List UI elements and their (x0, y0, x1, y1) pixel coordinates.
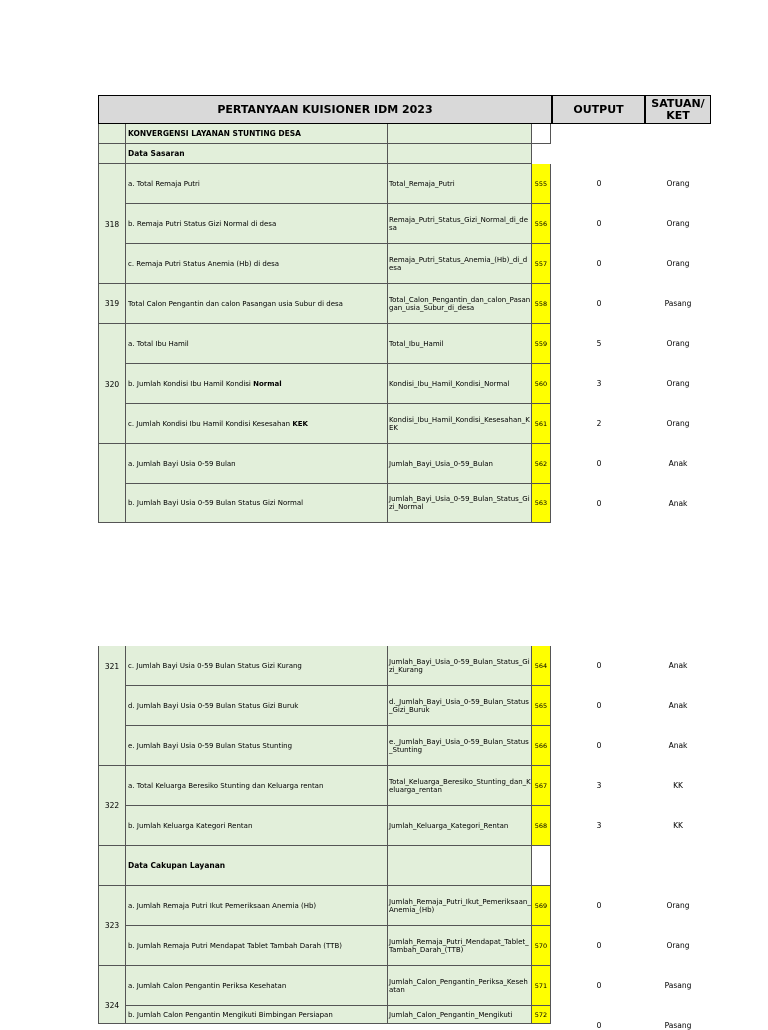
row-number: 318 (98, 204, 126, 244)
row-number: 320 (98, 364, 126, 404)
variable-cell (388, 144, 532, 164)
table-row (98, 444, 551, 484)
row-number (98, 124, 126, 144)
unit-value: Orang (666, 901, 690, 910)
table-row (98, 646, 551, 686)
output-value: 0 (596, 459, 602, 468)
code-cell (532, 124, 551, 144)
variable-cell (388, 846, 532, 886)
header-title: PERTANYAAN KUISIONER IDM 2023 (98, 95, 552, 124)
question-cell: a. Total Remaja Putri (126, 164, 388, 204)
question-cell: c. Remaja Putri Status Anemia (Hb) di desa (126, 244, 388, 284)
question-text: c. Jumlah Kondisi Ibu Hamil Kondisi Kesesahan (128, 419, 293, 428)
code-cell: 568 (532, 806, 551, 846)
code-cell: 567 (532, 766, 551, 806)
table-row (98, 886, 551, 926)
row-number (98, 686, 126, 726)
row-number: 322 (98, 801, 126, 846)
question-cell: a. Total Ibu Hamil (126, 324, 388, 364)
table-row (98, 801, 551, 846)
row-number (98, 886, 126, 926)
header-output: OUTPUT (552, 95, 645, 124)
section-title: KONVERGENSI LAYANAN STUNTING DESA (126, 124, 388, 144)
variable-cell: Jumlah_Calon_Pengantin_Mengikuti (388, 1006, 532, 1024)
output-value: 2 (596, 419, 602, 428)
question-cell: Total Calon Pengantin dan calon Pasangan usia Subur di desa (126, 284, 388, 324)
row-number (98, 324, 126, 364)
question-cell: b. Jumlah Bayi Usia 0-59 Bulan Status Gizi Normal (126, 484, 388, 523)
section-row-konvergensi (98, 124, 551, 144)
code-cell: 558 (532, 284, 551, 324)
unit-value: Anak (668, 701, 688, 710)
question-cell: a. Jumlah Remaja Putri Ikut Pemeriksaan Anemia (Hb) (126, 886, 388, 926)
section-row-cakupan (98, 846, 551, 886)
output-value: 0 (596, 981, 602, 990)
question-cell (126, 364, 388, 404)
row-number: 323 (98, 921, 126, 966)
row-number (98, 846, 126, 886)
question-cell (126, 404, 388, 444)
question-cell: e. Jumlah Bayi Usia 0-59 Bulan Status Stunting (126, 726, 388, 766)
unit-value: Orang (666, 339, 690, 348)
code-cell: 559 (532, 324, 551, 364)
table-header (98, 95, 711, 124)
variable-cell: Jumlah_Remaja_Putri_Ikut_Pemeriksaan_Anemia_(Hb) (388, 886, 532, 926)
variable-cell: e._Jumlah_Bayi_Usia_0-59_Bulan_Status_Stunting (388, 726, 532, 766)
row-number: 319 (98, 284, 126, 324)
code-cell: 557 (532, 244, 551, 284)
unit-value: Orang (666, 219, 690, 228)
row-number (98, 404, 126, 444)
table-row (98, 324, 551, 364)
row-number (98, 966, 126, 1006)
table-row (98, 164, 551, 204)
table-row (98, 404, 551, 444)
variable-cell: Kondisi_Ibu_Hamil_Kondisi_Kesesahan_KEK (388, 404, 532, 444)
output-value: 5 (596, 339, 602, 348)
table-row (98, 364, 551, 404)
question-cell: b. Jumlah Keluarga Kategori Rentan (126, 806, 388, 846)
code-cell: 571 (532, 966, 551, 1006)
variable-cell: Jumlah_Bayi_Usia_0-59_Bulan (388, 444, 532, 484)
section-title: Data Cakupan Layanan (126, 846, 388, 886)
output-value: 3 (596, 821, 602, 830)
output-value: 0 (596, 219, 602, 228)
row-number: 324 (98, 1001, 126, 1024)
variable-cell: Kondisi_Ibu_Hamil_Kondisi_Normal (388, 364, 532, 404)
variable-cell: Total_Keluarga_Beresiko_Stunting_dan_Keluarga_rentan (388, 766, 532, 806)
variable-cell: Jumlah_Calon_Pengantin_Periksa_Kesehatan (388, 966, 532, 1006)
output-value: 0 (596, 499, 602, 508)
row-number (98, 766, 126, 806)
code-cell: 561 (532, 404, 551, 444)
variable-cell: Jumlah_Keluarga_Kategori_Rentan (388, 806, 532, 846)
variable-cell (388, 124, 532, 144)
output-value: 3 (596, 781, 602, 790)
output-value: 3 (596, 379, 602, 388)
row-number (98, 726, 126, 766)
row-number (98, 164, 126, 204)
output-value: 0 (596, 299, 602, 308)
code-cell (532, 846, 551, 886)
unit-value: KK (673, 821, 683, 830)
output-value: 0 (596, 259, 602, 268)
question-emphasis: Normal (253, 379, 282, 388)
code-cell: 560 (532, 364, 551, 404)
code-cell: 556 (532, 204, 551, 244)
question-cell: d. Jumlah Bayi Usia 0-59 Bulan Status Gizi Buruk (126, 686, 388, 726)
code-cell: 563 (532, 484, 551, 523)
row-number (98, 144, 126, 164)
question-cell: b. Jumlah Calon Pengantin Mengikuti Bimbingan Persiapan (126, 1006, 388, 1024)
unit-value: Pasang (664, 981, 692, 990)
question-cell: c. Jumlah Bayi Usia 0-59 Bulan Status Gizi Kurang (126, 646, 388, 686)
table-row (98, 766, 551, 806)
question-cell: a. Jumlah Calon Pengantin Periksa Kesehatan (126, 966, 388, 1006)
header-satuan: SATUAN/ KET (645, 95, 711, 124)
unit-value: Pasang (664, 1021, 692, 1030)
question-cell: a. Total Keluarga Beresiko Stunting dan Keluarga rentan (126, 766, 388, 806)
variable-cell: Total_Ibu_Hamil (388, 324, 532, 364)
variable-cell: Jumlah_Remaja_Putri_Mendapat_Tablet_Tambah_Darah_(TTB) (388, 926, 532, 966)
unit-value: Anak (668, 499, 688, 508)
question-cell: b. Jumlah Remaja Putri Mendapat Tablet Tambah Darah (TTB) (126, 926, 388, 966)
output-value: 0 (596, 941, 602, 950)
unit-value: Orang (666, 259, 690, 268)
table-row (98, 921, 551, 966)
output-value: 0 (596, 741, 602, 750)
code-cell: 570 (532, 926, 551, 966)
variable-cell: Jumlah_Bayi_Usia_0-59_Bulan_Status_Gizi_Kurang (388, 646, 532, 686)
code-cell: 565 (532, 686, 551, 726)
question-cell: a. Jumlah Bayi Usia 0-59 Bulan (126, 444, 388, 484)
unit-value: Pasang (664, 299, 692, 308)
question-text: b. Jumlah Kondisi Ibu Hamil Kondisi (128, 379, 254, 388)
variable-cell: Jumlah_Bayi_Usia_0-59_Bulan_Status_Gizi_Normal (388, 484, 532, 523)
table-row (98, 1001, 551, 1024)
row-number (98, 444, 126, 484)
unit-value: Anak (668, 741, 688, 750)
output-value: 0 (596, 661, 602, 670)
table-row (98, 484, 551, 523)
table-row (98, 966, 551, 1006)
table-row (98, 204, 551, 244)
section-row-sasaran (98, 144, 532, 164)
question-emphasis: KEK (292, 419, 308, 428)
unit-value: KK (673, 781, 683, 790)
unit-value: Orang (666, 179, 690, 188)
variable-cell: Total_Calon_Pengantin_dan_calon_Pasangan_usia_Subur_di_desa (388, 284, 532, 324)
code-cell: 564 (532, 646, 551, 686)
table-row (98, 284, 551, 324)
section-title: Data Sasaran (126, 144, 388, 164)
output-value: 0 (596, 701, 602, 710)
table-row (98, 244, 551, 284)
code-cell: 562 (532, 444, 551, 484)
table-row (98, 686, 551, 726)
code-cell: 572 (532, 1006, 551, 1024)
code-cell: 569 (532, 886, 551, 926)
row-number (98, 484, 126, 523)
variable-cell: Total_Remaja_Putri (388, 164, 532, 204)
table-row (98, 726, 551, 766)
unit-value: Anak (668, 459, 688, 468)
output-value: 0 (596, 901, 602, 910)
unit-value: Orang (666, 419, 690, 428)
question-cell: b. Remaja Putri Status Gizi Normal di desa (126, 204, 388, 244)
output-value: 0 (596, 1021, 602, 1030)
code-cell: 555 (532, 164, 551, 204)
row-number (98, 244, 126, 284)
code-cell: 566 (532, 726, 551, 766)
variable-cell: d._Jumlah_Bayi_Usia_0-59_Bulan_Status_Gizi_Buruk (388, 686, 532, 726)
variable-cell: Remaja_Putri_Status_Gizi_Normal_di_desa (388, 204, 532, 244)
variable-cell: Remaja_Putri_Status_Anemia_(Hb)_di_desa (388, 244, 532, 284)
unit-value: Orang (666, 941, 690, 950)
unit-value: Orang (666, 379, 690, 388)
unit-value: Anak (668, 661, 688, 670)
row-number: 321 (98, 646, 126, 686)
output-value: 0 (596, 179, 602, 188)
